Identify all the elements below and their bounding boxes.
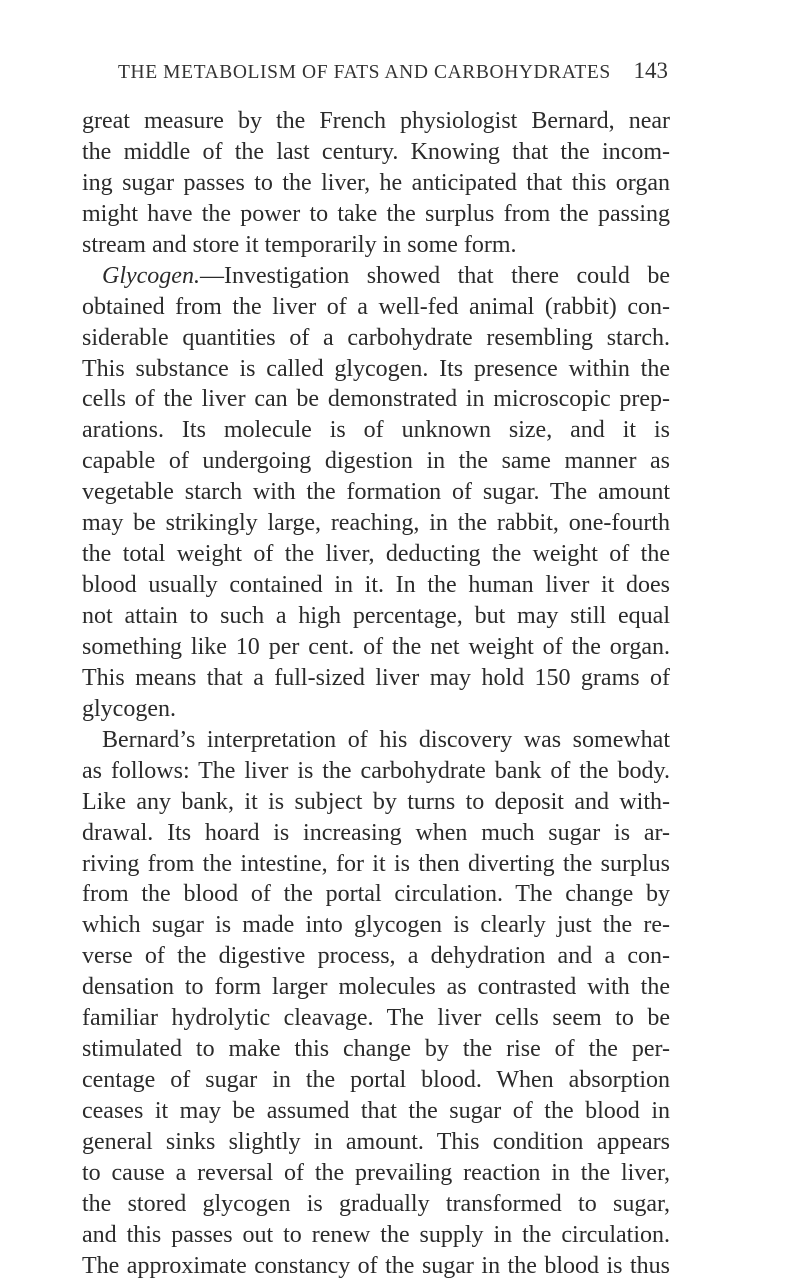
body-text xyxy=(82,106,670,1282)
text-line: not attain to such a high percentage, but may still equal xyxy=(82,603,670,629)
text-line: obtained from the liver of a well-fed animal (rabbit) con- xyxy=(82,293,670,320)
text-line: ceases it may be assumed that the sugar of the blood in xyxy=(82,1098,670,1124)
text-line: great measure by the French physiologist Bernard, near xyxy=(82,108,670,134)
text-line: and this passes out to renew the supply in the circulation. xyxy=(82,1221,670,1248)
text-line: cells of the liver can be demonstrated in microscopic prep- xyxy=(82,386,670,413)
text-line xyxy=(82,261,670,292)
text-line-content: —Investigation showed that there could be xyxy=(199,262,670,289)
text-line: stimulated to make this change by the rise of the per- xyxy=(82,1036,670,1063)
text-line: as follows: The liver is the carbohydrate bank of the body. xyxy=(82,757,670,784)
text-line: the total weight of the liver, deducting the weight of the xyxy=(82,541,670,568)
text-line: the stored glycogen is gradually transformed to sugar, xyxy=(82,1190,670,1217)
text-line: capable of undergoing digestion in the same manner as xyxy=(82,448,670,475)
text-line: may be strikingly large, reaching, in the rabbit, one-fourth xyxy=(82,510,670,537)
text-line: siderable quantities of a carbohydrate resembling starch. xyxy=(82,324,670,351)
text-line: something like 10 per cent. of the net weight of the organ. xyxy=(82,633,670,660)
text-line: Like any bank, it is subject by turns to deposit and with- xyxy=(82,788,670,815)
running-head xyxy=(118,58,668,88)
text-line: drawal. Its hoard is increasing when much sugar is ar- xyxy=(82,819,670,846)
text-line: blood usually contained in it. In the human liver it does xyxy=(82,572,670,599)
text-line: familiar hydrolytic cleavage. The liver cells seem to be xyxy=(82,1005,670,1032)
text-line: arations. Its molecule is of unknown size, and it is xyxy=(82,417,670,444)
text-line: centage of sugar in the portal blood. When absorption xyxy=(82,1067,670,1094)
text-line: vegetable starch with the formation of sugar. The amount xyxy=(82,479,670,506)
text-line: ing sugar passes to the liver, he anticipated that this organ xyxy=(82,169,670,196)
text-line: riving from the intestine, for it is then diverting the surplus xyxy=(82,850,670,877)
text-line: to cause a reversal of the prevailing reaction in the liver, xyxy=(82,1159,670,1186)
text-line: which sugar is made into glycogen is clearly just the re- xyxy=(82,912,670,939)
text-line: from the blood of the portal circulation. The change by xyxy=(82,881,670,908)
text-line: densation to form larger molecules as contrasted with the xyxy=(82,974,670,1001)
text-line: The approximate constancy of the sugar in the blood is thus xyxy=(82,1252,670,1279)
text-line: This means that a full-sized liver may hold 150 grams of xyxy=(82,664,670,691)
text-line: might have the power to take the surplus from the passing xyxy=(82,200,670,227)
text-line: stream and store it temporarily in some form. xyxy=(82,231,517,258)
section-heading: Glycogen. xyxy=(102,262,200,289)
text-line: verse of the digestive process, a dehydration and a con- xyxy=(82,943,670,970)
text-line: Bernard’s interpretation of his discovery was somewhat xyxy=(102,726,670,753)
text-line: general sinks slightly in amount. This condition appears xyxy=(82,1128,670,1155)
text-line: the middle of the last century. Knowing that the incom- xyxy=(82,138,670,165)
page-number: 143 xyxy=(633,58,668,83)
text-line: This substance is called glycogen. Its presence within the xyxy=(82,355,670,382)
text-line: glycogen. xyxy=(82,695,176,722)
running-head-title: THE METABOLISM OF FATS AND CARBOHYDRATES xyxy=(118,62,611,83)
